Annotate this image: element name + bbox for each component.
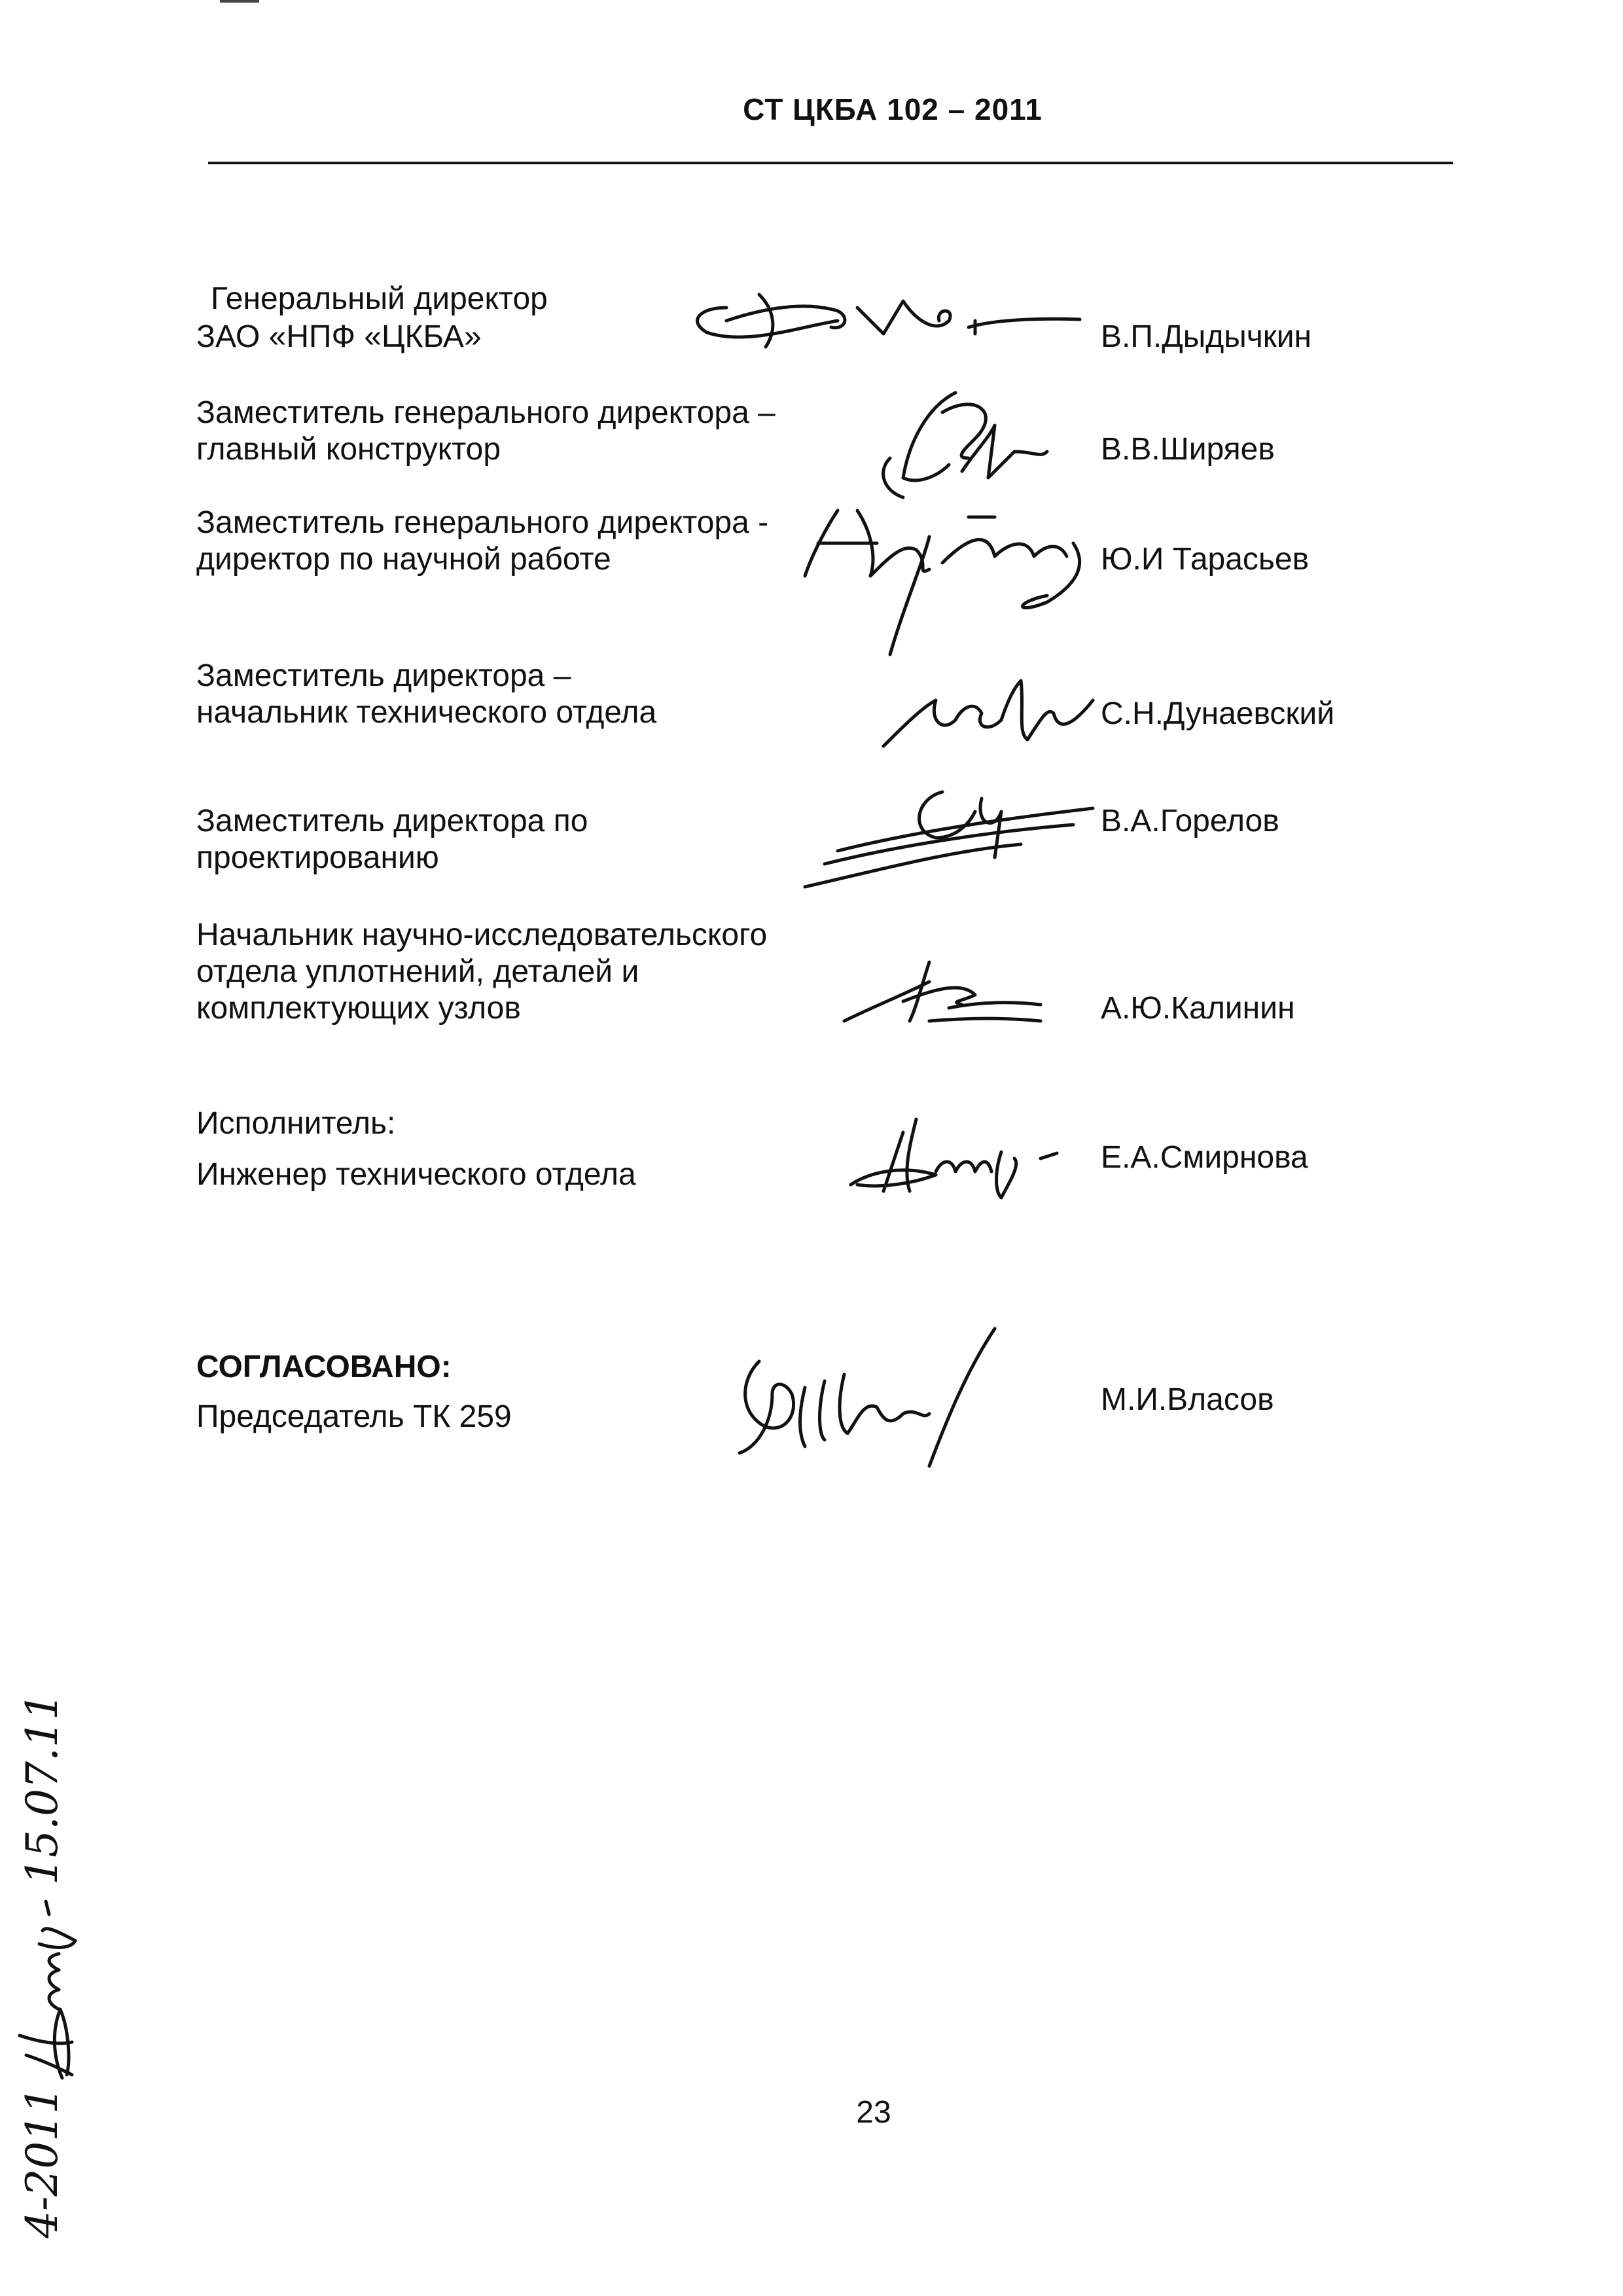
signature-vlasov — [733, 1322, 1008, 1473]
margin-note-code: 4-2011 — [17, 2086, 67, 2238]
signatory-title-line: комплектующих узлов — [196, 991, 521, 1026]
signatory-title-line: ЗАО «НПФ «ЦКБА» — [196, 319, 482, 354]
signatory-name: Ю.И Тарасьев — [1101, 542, 1310, 577]
signatory-title-line: Начальник научно-исследовательского — [196, 918, 768, 952]
margin-note-date: 15.07.11 — [17, 1693, 67, 1885]
signatory-title-line: директор по научной работе — [196, 542, 611, 577]
signature-dunaevsky — [877, 668, 1099, 753]
signature-tarasyev — [798, 484, 1106, 668]
signature-dydychkin — [687, 281, 1086, 353]
handwritten-margin-note — [7, 1693, 79, 2238]
signatory-name: С.Н.Дунаевский — [1101, 696, 1335, 731]
top-edge-mark — [220, 0, 259, 3]
signatory-title-line: Заместитель генерального директора - — [196, 505, 769, 540]
signatory-title-line: Генеральный директор — [211, 281, 548, 316]
page-number: 23 — [856, 2095, 891, 2130]
margin-initials-signature — [13, 1898, 79, 2081]
signatory-name: Е.А.Смирнова — [1101, 1140, 1308, 1175]
document-code: СТ ЦКБА 102 – 2011 — [743, 92, 1043, 126]
signatory-title-line: отдела уплотнений, деталей и — [196, 954, 639, 989]
approval-label: СОГЛАСОВАНО: — [196, 1350, 452, 1384]
signatory-title-line: Заместитель директора по — [196, 804, 588, 838]
signatory-title-line: Исполнитель: — [196, 1106, 396, 1141]
signature-kalinin — [831, 956, 1054, 1034]
signature-gorelov — [798, 772, 1099, 897]
signatory-title-line: проектированию — [196, 840, 439, 875]
signatory-title-line: начальник технического отдела — [196, 695, 657, 730]
signature-smirnova — [844, 1113, 1067, 1204]
signatory-title-line: Заместитель директора – — [196, 658, 571, 693]
approval-title: Председатель ТК 259 — [196, 1399, 512, 1434]
approval-name: М.И.Власов — [1101, 1382, 1274, 1417]
signatory-name: В.В.Ширяев — [1101, 432, 1275, 467]
signatory-name: В.П.Дыдычкин — [1101, 319, 1312, 354]
signatory-title-line: главный конструктор — [196, 432, 501, 467]
header-rule — [208, 162, 1453, 164]
signatory-name: В.А.Горелов — [1101, 804, 1279, 838]
signatory-title-line: Заместитель генерального директора – — [196, 395, 776, 430]
signatory-title-line: Инженер технического отдела — [196, 1157, 636, 1192]
signatory-name: А.Ю.Калинин — [1101, 991, 1295, 1026]
